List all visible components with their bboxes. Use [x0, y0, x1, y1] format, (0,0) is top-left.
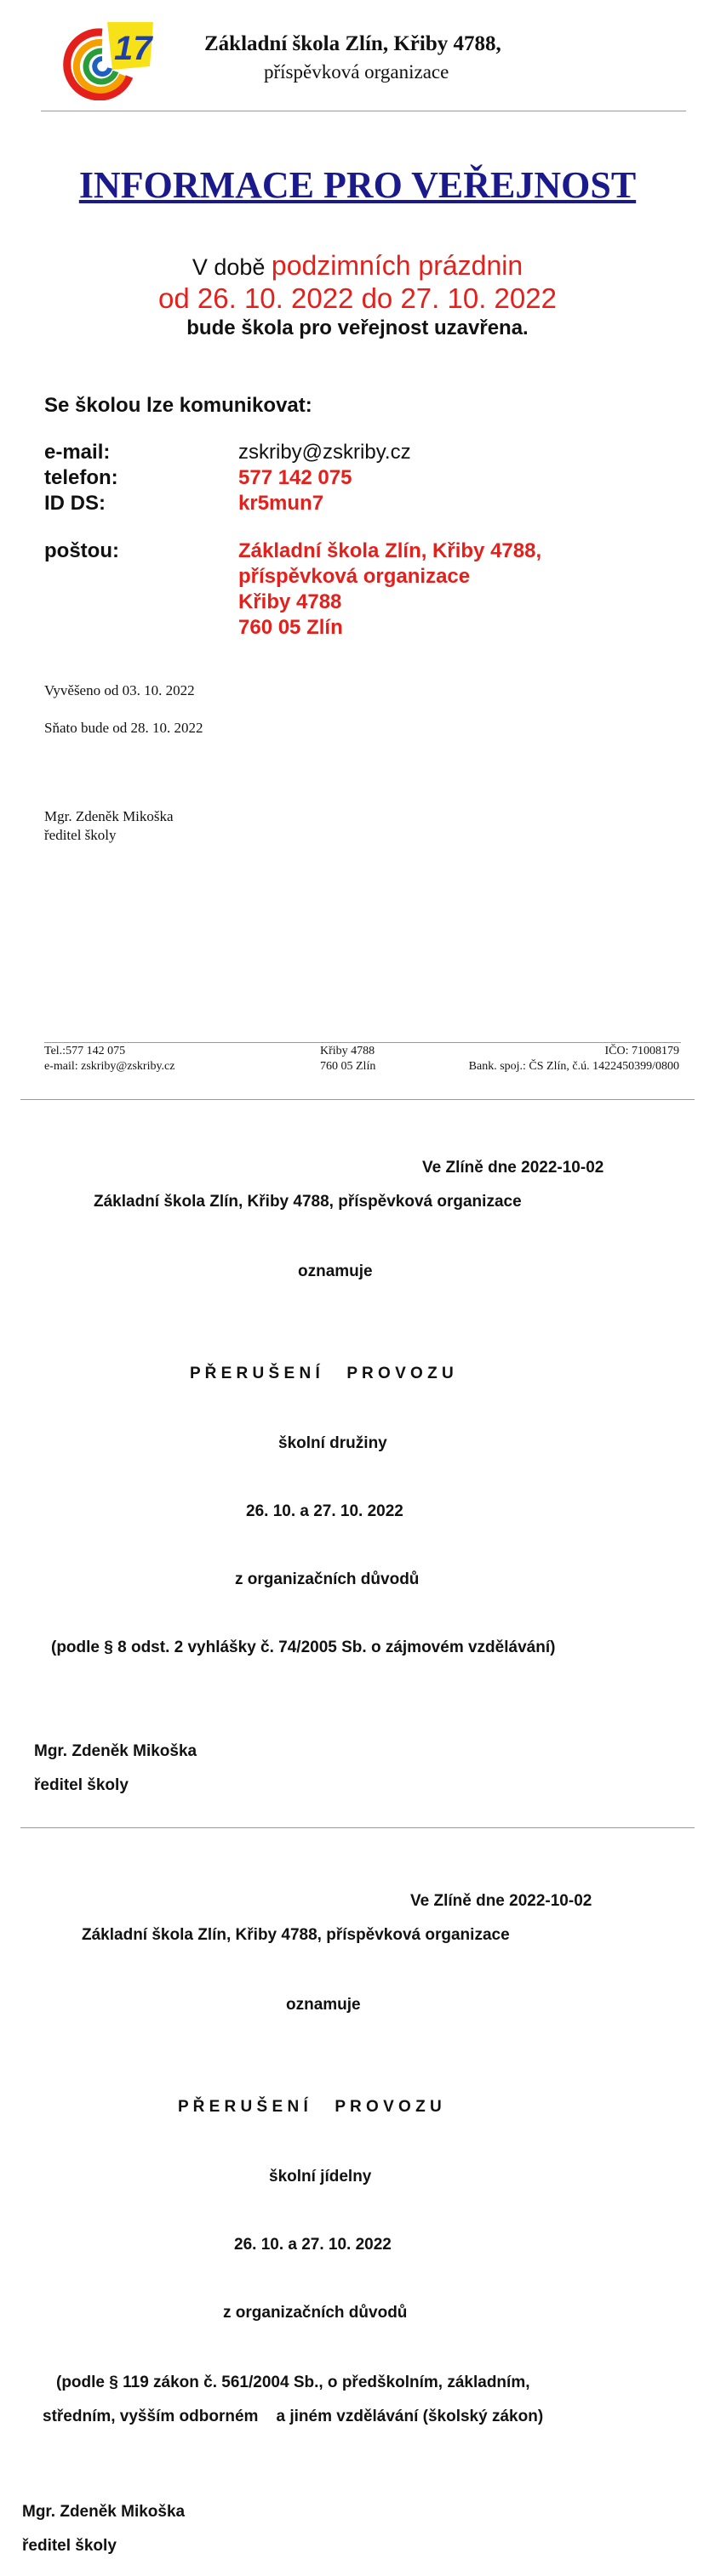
notice3-reason: z organizačních důvodů: [223, 2304, 408, 2322]
notice2-signer-title: ředitel školy: [34, 1776, 129, 1794]
post-label: poštou:: [44, 539, 119, 562]
contact-ds-value: kr5mun7: [238, 492, 324, 515]
notice2-facility: školní družiny: [278, 1434, 387, 1452]
footer-ico: IČO: 71008179: [604, 1045, 679, 1057]
signer-name: Mgr. Zdeněk Mikoška: [44, 808, 174, 824]
notice2-announces: oznamuje: [298, 1262, 373, 1280]
notice3-signer-title: ředitel školy: [22, 2537, 117, 2555]
contact-email-label: e-mail:: [44, 441, 111, 464]
contact-email-value: zskriby@zskriby.cz: [238, 441, 411, 464]
footer-email: e-mail: zskriby@zskriby.cz: [44, 1060, 175, 1073]
contact-phone-value: 577 142 075: [238, 466, 352, 489]
notice2-date: Ve Zlíně dne 2022-10-02: [422, 1159, 604, 1177]
notice3-interruption: P Ř E R U Š E N Í P R O V O Z U: [178, 2098, 442, 2116]
footer-divider: [44, 1042, 681, 1043]
notice2-legal: (podle § 8 odst. 2 vyhlášky č. 74/2005 Sb. o zájmovém vzdělávání): [51, 1638, 556, 1656]
footer-street: Křiby 4788: [320, 1045, 375, 1057]
school-name-line1: Základní škola Zlín, Křiby 4788,: [204, 32, 501, 55]
intro-prefix: V době: [192, 254, 272, 280]
school-name-line2: příspěvková organizace: [264, 61, 449, 83]
notice3-facility: školní jídelny: [269, 2168, 372, 2186]
holiday-dates: od 26. 10. 2022 do 27. 10. 2022: [158, 282, 557, 314]
notice2-reason: z organizačních důvodů: [235, 1570, 420, 1588]
notice2-signer-name: Mgr. Zdeněk Mikoška: [34, 1742, 197, 1760]
notice3-legal-line1: (podle § 119 zákon č. 561/2004 Sb., o předškolním, základním,: [56, 2374, 530, 2391]
post-line-1: Základní škola Zlín, Křiby 4788,: [238, 539, 542, 562]
notice-title: INFORMACE PRO VEŘEJNOST: [78, 164, 637, 206]
page-divider-1: [20, 1099, 695, 1100]
contact-phone-label: telefon:: [44, 466, 118, 489]
closed-line: bude škola pro veřejnost uzavřena.: [186, 316, 529, 339]
holiday-intro: [0, 250, 715, 282]
post-line-3: Křiby 4788: [238, 590, 342, 613]
post-line-2: příspěvková organizace: [238, 565, 471, 588]
footer-tel: Tel.:577 142 075: [44, 1045, 126, 1057]
notice3-signer-name: Mgr. Zdeněk Mikoška: [22, 2503, 186, 2521]
contact-heading: Se školou lze komunikovat:: [44, 394, 312, 417]
removed-date: Sňato bude od 28. 10. 2022: [44, 720, 203, 736]
notice2-school: Základní škola Zlín, Křiby 4788, příspěvková organizace: [94, 1193, 522, 1211]
footer-city: 760 05 Zlín: [320, 1060, 376, 1073]
post-line-4: 760 05 Zlín: [238, 616, 343, 639]
notice3-school: Základní škola Zlín, Křiby 4788, příspěvková organizace: [82, 1926, 510, 1944]
contact-ds-label: ID DS:: [44, 492, 106, 515]
notice3-announces: oznamuje: [286, 1996, 361, 2014]
signer-title: ředitel školy: [44, 827, 117, 843]
notice3-legal-line2: středním, vyšším odborném a jiném vzdělávání (školský zákon): [43, 2408, 544, 2425]
logo-number: 17: [114, 30, 152, 67]
posted-date: Vyvěšeno od 03. 10. 2022: [44, 682, 195, 698]
intro-highlight: podzimních prázdnin: [271, 250, 523, 281]
notice2-dates: 26. 10. a 27. 10. 2022: [246, 1502, 403, 1520]
page-divider-2: [20, 1827, 695, 1828]
notice2-interruption: P Ř E R U Š E N Í P R O V O Z U: [190, 1365, 454, 1382]
footer-bank: Bank. spoj.: ČS Zlín, č.ú. 1422450399/0800: [468, 1060, 679, 1073]
notice3-dates: 26. 10. a 27. 10. 2022: [234, 2236, 392, 2254]
notice3-date: Ve Zlíně dne 2022-10-02: [410, 1892, 592, 1910]
school-logo: [51, 15, 157, 100]
